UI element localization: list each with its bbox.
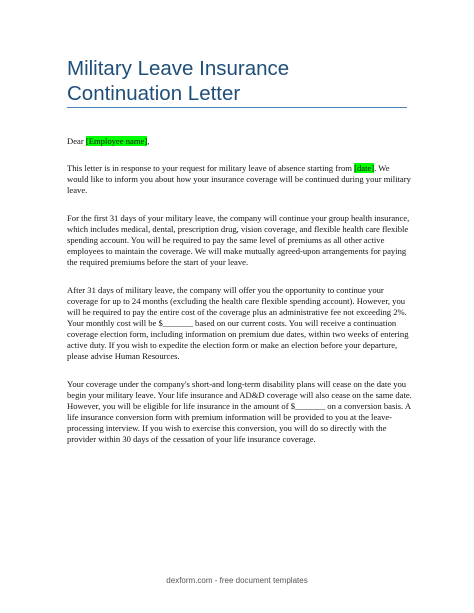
footer [0, 576, 474, 585]
paragraph-after-31-days: After 31 days of military leave, the company will offer you the opportunity to continue your coverage for up to 24 months (excluding the health care flexible spending account). However, you will be required to pay the entire cost of the coverage plus an administrative fee not exceeding 2%. Your monthly cost will be $_______ based on our current costs. You will receive a continuation coverage election form, including information on premium due dates, within two weeks of entering active duty. If you wish to expedite the election form or make an election before your departure, please advise Human Resources. [67, 285, 409, 361]
letter-body [67, 136, 413, 462]
greeting-prefix: Dear [67, 136, 86, 146]
intro-text-2: . We would like to inform you about how your insurance coverage will be continued during your military leave. [67, 163, 411, 195]
date-placeholder: [date] [354, 163, 375, 173]
paragraph-first-31-days: For the first 31 days of your military leave, the company will continue your group health insurance, which includes medical, dental, prescription drug, vision coverage, and flexible health care flexible spending account. You will be required to pay the same level of premiums as all other active employees to maintain the coverage. We will make mutually agreed-upon arrangements for paying the required premiums before the start of your leave. [67, 213, 410, 267]
letter-title: Military Leave Insurance Continuation Letter [67, 57, 290, 105]
greeting [67, 136, 413, 147]
title-divider [67, 107, 407, 108]
footer-text: - free document templates [212, 576, 308, 585]
greeting-suffix: , [147, 136, 150, 146]
paragraph-disability-life: Your coverage under the company's short-and long-term disability plans will cease on the date you begin your military leave. Your life insurance and AD&D coverage will also cease on the same date. However, you will be eligible for life insurance in the amount of $_______ on a conversion basis. A life insurance conversion form with premium information will be provided to you at the leave-processing interview. If you wish to exercise this conversion, you will do so directly with the provider within 30 days of the cessation of your life insurance coverage. [67, 379, 412, 444]
paragraph-intro [67, 163, 413, 196]
intro-text-1: This letter is in response to your request for military leave of absence starting from [67, 163, 355, 173]
employee-name-placeholder: [Employee name] [85, 136, 148, 146]
footer-brand-link[interactable]: dexform.com [166, 576, 213, 585]
